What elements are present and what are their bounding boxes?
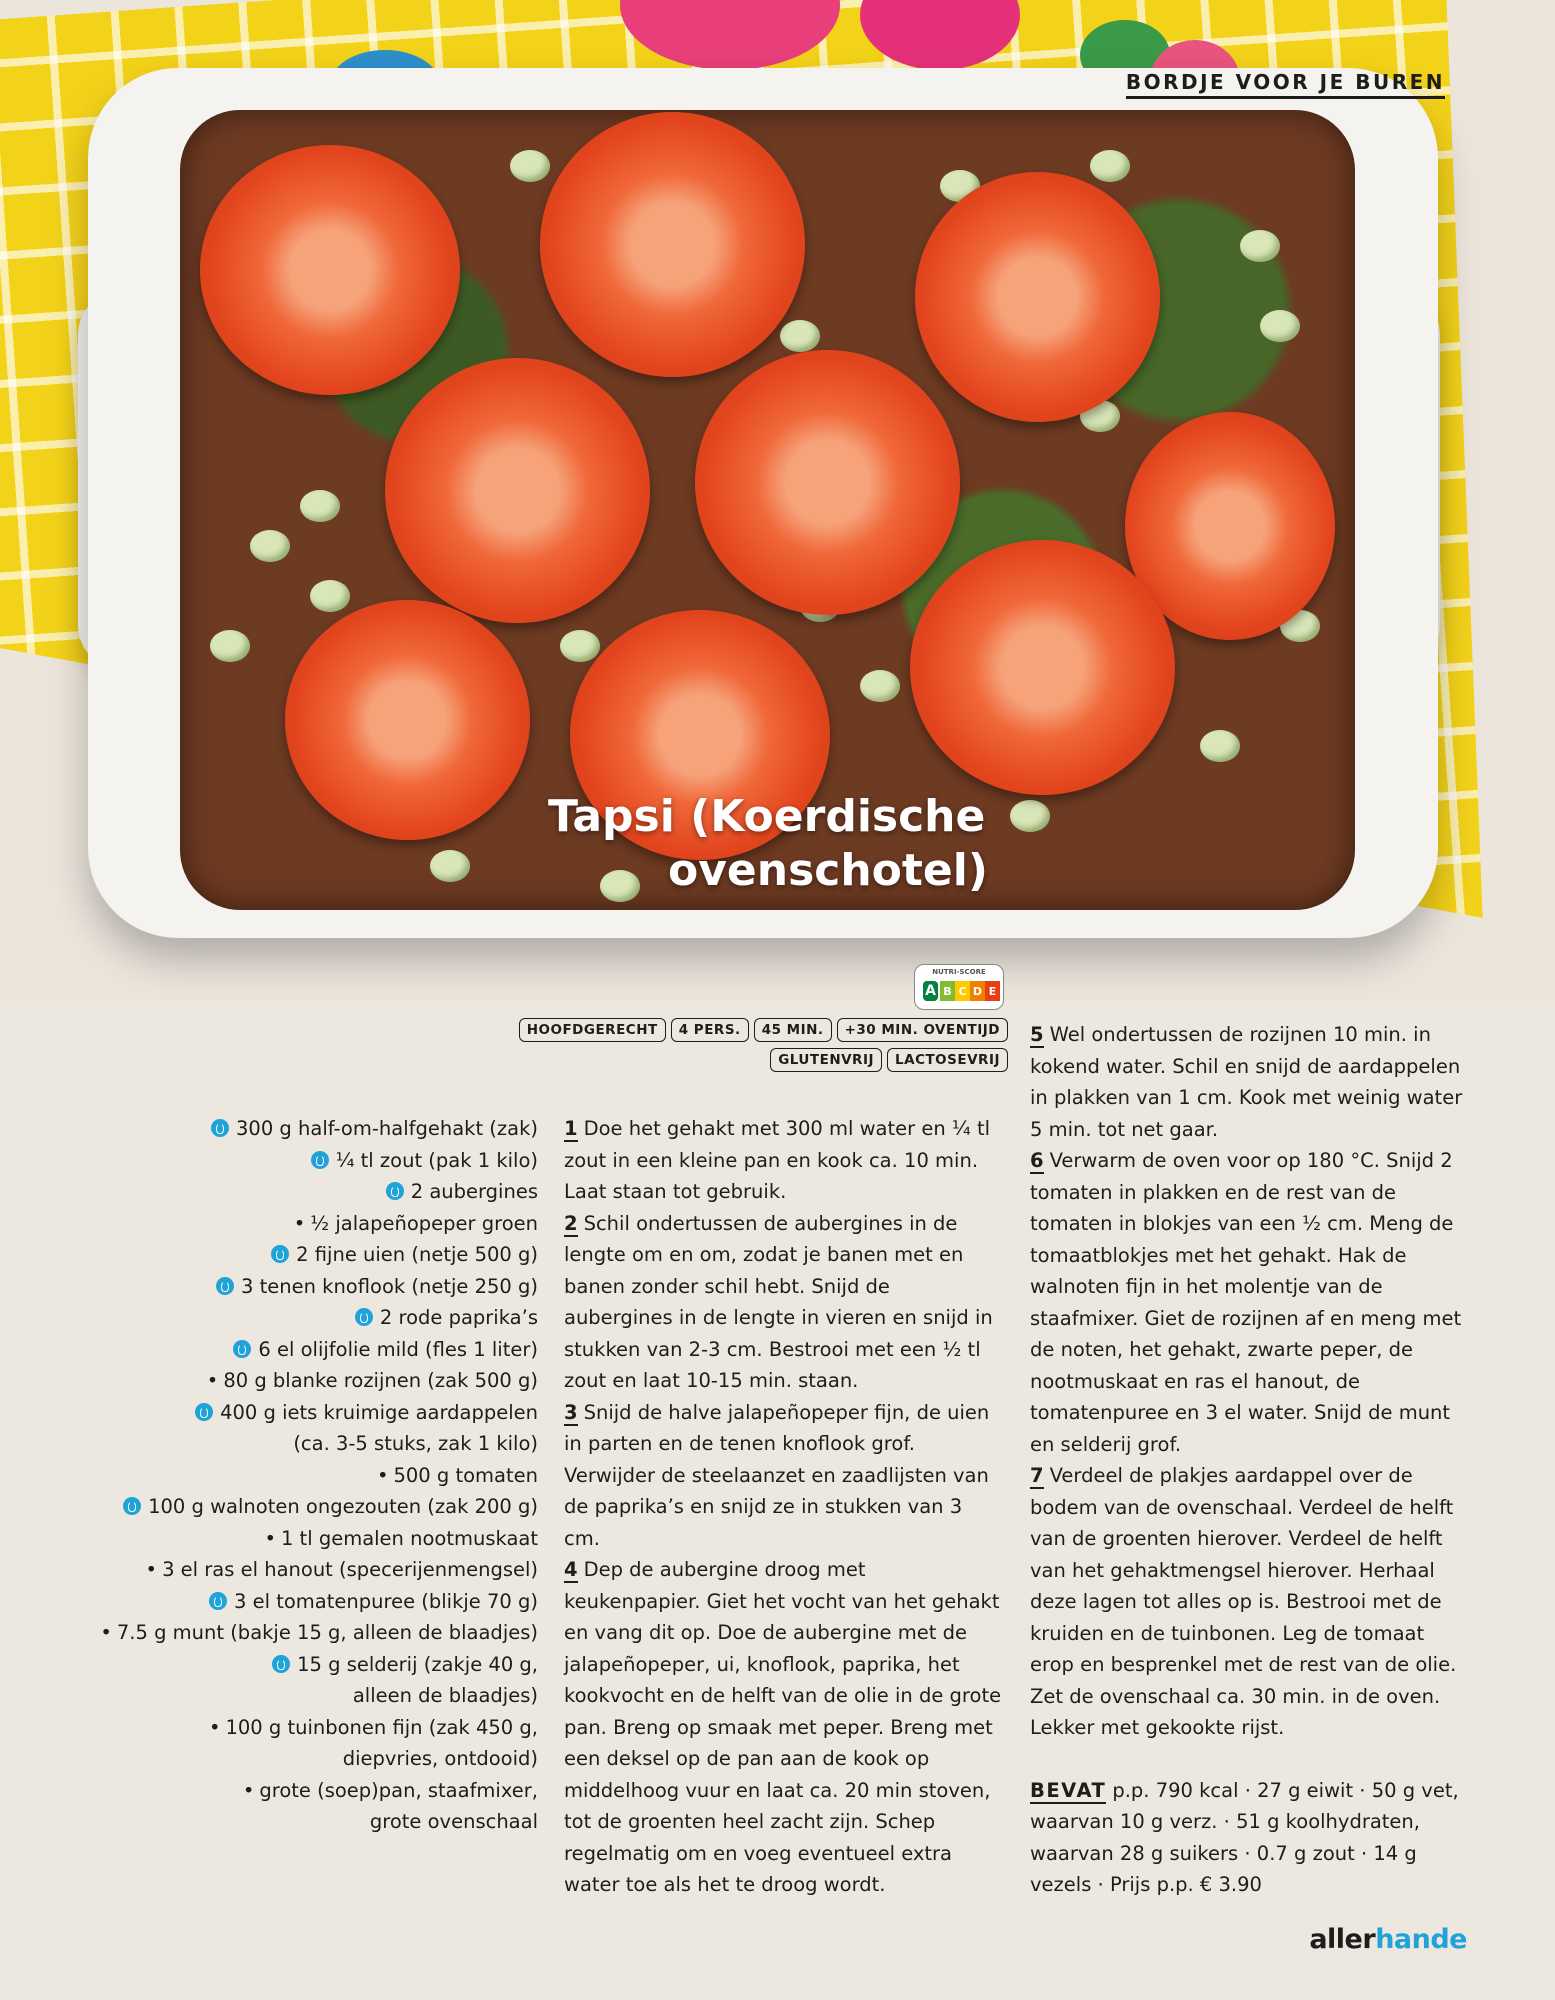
step-text: Verdeel de plakjes aardappel over de bodem van de ovenschaal. Verdeel de helft van de groenten hierover. Verdeel de helft van het gehaktmengsel hierover. Herhaal deze lagen tot alles op is. Bestrooi met de kruiden en de tuinbonen. Leg de tomaat erop en besprenkel met de rest van de olie. Zet de ovenschaal ca. 30 min. in de oven. Lekker met gekookte rijst.: [1030, 1464, 1457, 1739]
recipe-tag: 4 PERS.: [671, 1018, 749, 1042]
nutrition-text: p.p. 790 kcal · 27 g eiwit · 50 g vet, waarvan 10 g verz. · 51 g koolhydraten, waarvan 28 g suikers · 0.7 g zout · 14 g vezels · Prijs p.p. € 3.90: [1030, 1778, 1459, 1896]
tomato-slice: [910, 540, 1175, 795]
bullet-icon: •: [145, 1558, 158, 1581]
ah-product-icon: [272, 1655, 290, 1673]
ingredient-item: [100, 1271, 538, 1303]
step-3: [564, 1397, 1004, 1555]
ingredient-item: [100, 1239, 538, 1271]
bullet-icon: •: [293, 1211, 306, 1235]
ah-product-icon: [209, 1592, 227, 1610]
ingredient-text: 400 g iets kruimige aardappelen: [220, 1400, 538, 1424]
recipe-title-line2: ovenschotel): [668, 845, 988, 896]
bullet-icon: •: [264, 1526, 276, 1550]
ingredient-item: [100, 1586, 538, 1618]
nutri-grade-c: C: [955, 981, 970, 1001]
ingredient-item: [100, 1680, 538, 1712]
ingredient-text: 100 g walnoten ongezouten (zak 200 g): [148, 1495, 538, 1518]
ingredient-item: [100, 1365, 538, 1397]
recipe-tag: +30 MIN. OVENTIJD: [837, 1018, 1008, 1042]
ingredient-item: [100, 1334, 538, 1366]
nutri-score-label: NUTRI-SCORE: [932, 968, 986, 976]
ingredient-text: 300 g half-om-halfgehakt (zak): [236, 1117, 538, 1140]
step-text: Schil ondertussen de aubergines in de lengte om en om, zodat je banen met en banen zonder schil hebt. Snijd de aubergines in de lengte in vieren en snijd in stukken van 2-3 cm. Bestrooi met een ½ tl zout en laat 10-15 min. staan.: [564, 1211, 993, 1392]
ingredient-text: grote ovenschaal: [369, 1810, 538, 1833]
tomato-slice: [200, 145, 460, 395]
ingredient-text: 80 g blanke rozijnen (zak 500 g): [223, 1369, 538, 1392]
ingredient-text: ¼ tl zout (pak 1 kilo): [335, 1148, 538, 1172]
steps-column-2: [1030, 1019, 1470, 1920]
step-7: [1030, 1460, 1470, 1744]
bullet-icon: •: [376, 1463, 389, 1487]
ingredient-item: [100, 1428, 538, 1460]
ah-product-icon: [195, 1403, 213, 1421]
ingredient-text: 500 g tomaten: [393, 1463, 538, 1487]
ah-product-icon: [216, 1277, 234, 1295]
step-number: 5: [1030, 1023, 1044, 1046]
ingredient-text: 15 g selderij (zakje 40 g,: [297, 1652, 538, 1676]
ah-product-icon: [355, 1308, 373, 1326]
ingredient-text: 2 rode paprika’s: [379, 1306, 538, 1329]
tomato-slice: [285, 600, 530, 840]
nutri-grade-d: D: [970, 981, 985, 1001]
step-text: Verwarm de oven voor op 180 °C. Snijd 2 tomaten in plakken en de rest van de tomaten in blokjes van een ½ cm. Meng de tomaatblokjes met het gehakt. Hak de walnoten fijn in het molentje van de staafmixer. Giet de rozijnen af en meng met de noten, het gehakt, zwarte peper, de nootmuskaat en ras el hanout, de tomatenpuree en 3 el water. Snijd de munt en selderij grof.: [1030, 1149, 1462, 1456]
recipe-title: [548, 790, 1008, 898]
recipe-tag: GLUTENVRIJ: [770, 1048, 882, 1072]
ingredient-item: [100, 1554, 538, 1586]
nutrition-label: BEVAT: [1030, 1778, 1107, 1802]
step-text: Snijd de halve jalapeñopeper fijn, de uien in parten en de tenen knoflook grof. Verwijder de steelaanzet en zaadlijsten van de paprika’s en snijd ze in stukken van 3 cm.: [564, 1400, 990, 1550]
ingredient-list: [100, 1113, 538, 1838]
ingredient-item: [100, 1523, 538, 1555]
tomato-slice: [695, 350, 960, 615]
step-6: [1030, 1145, 1470, 1460]
step-number: 6: [1030, 1149, 1044, 1172]
ah-product-icon: [386, 1182, 404, 1200]
ah-product-icon: [211, 1119, 229, 1137]
ingredient-text: 2 aubergines: [410, 1180, 538, 1203]
ingredient-text: 3 el ras el hanout (specerijenmengsel): [162, 1558, 538, 1581]
ingredient-text: 3 tenen knoflook (netje 250 g): [240, 1274, 538, 1298]
recipe-tag: HOOFDGERECHT: [519, 1018, 666, 1042]
ingredient-item: [100, 1617, 538, 1649]
ingredient-text: 3 el tomatenpuree (blikje 70 g): [234, 1589, 538, 1613]
tag-row: [564, 1048, 1008, 1072]
ingredient-text: 100 g tuinbonen fijn (zak 450 g,: [225, 1715, 538, 1739]
nutri-score-grades: [921, 981, 1000, 1003]
ingredient-text: grote (soep)pan, staafmixer,: [259, 1778, 538, 1802]
tomato-slice: [385, 358, 650, 623]
ingredient-item: [100, 1397, 538, 1429]
ingredient-item: [100, 1491, 538, 1523]
recipe-tag: 45 MIN.: [754, 1018, 832, 1042]
ah-product-icon: [233, 1340, 251, 1358]
tag-row: [526, 1018, 1008, 1042]
bullet-icon: •: [100, 1621, 112, 1644]
step-4: [564, 1554, 1004, 1901]
step-number: 2: [564, 1211, 578, 1235]
ingredient-item: [100, 1113, 538, 1145]
nutri-grade-e: E: [985, 981, 1000, 1001]
ingredient-text: (ca. 3-5 stuks, zak 1 kilo): [293, 1432, 538, 1455]
ingredient-item: [100, 1806, 538, 1838]
steps-column-1: [564, 1113, 1004, 1901]
ingredient-text: 6 el olijfolie mild (fles 1 liter): [258, 1337, 538, 1361]
ah-product-icon: [123, 1497, 141, 1515]
ingredient-text: 7.5 g munt (bakje 15 g, alleen de blaadjes): [116, 1621, 538, 1644]
step-text: Wel ondertussen de rozijnen 10 min. in kokend water. Schil en snijd de aardappelen in plakken van 1 cm. Kook met weinig water 5 min. tot net gaar.: [1030, 1023, 1463, 1141]
step-5: [1030, 1019, 1470, 1145]
nutri-grade-a: A: [921, 979, 940, 1003]
nutrition-info: [1030, 1775, 1470, 1901]
ingredient-text: alleen de blaadjes): [352, 1684, 538, 1707]
step-1: [564, 1113, 1004, 1208]
step-number: 1: [564, 1117, 578, 1140]
ingredient-text: diepvries, ontdooid): [342, 1747, 538, 1770]
step-number: 3: [564, 1400, 578, 1424]
recipe-tags: [526, 1018, 1008, 1078]
step-text: Dep de aubergine droog met keukenpapier. Giet het vocht van het gehakt en vang dit op. Doe de aubergine met de jalapeñopeper, ui, knoflook, paprika, het kookvocht en de helft van de olie in de grote pan. Breng op smaak met peper. Breng met een deksel op de pan aan de kook op middelhoog vuur en laat ca. 20 min stoven, tot de groenten heel zacht zijn. Schep regelmatig om en voeg eventueel extra water toe als het te droog wordt.: [564, 1558, 1002, 1896]
ingredient-item: [100, 1460, 538, 1492]
step-number: 7: [1030, 1464, 1044, 1487]
bullet-icon: •: [242, 1778, 255, 1802]
ah-product-icon: [271, 1245, 289, 1263]
brand-logo-part2: hande: [1375, 1924, 1467, 1955]
tomato-slice: [915, 172, 1160, 422]
ingredient-item: [100, 1145, 538, 1177]
recipe-tag: LACTOSEVRIJ: [887, 1048, 1008, 1072]
step-number: 4: [564, 1558, 578, 1581]
ingredient-item: [100, 1775, 538, 1807]
ah-product-icon: [311, 1151, 329, 1169]
ingredient-item: [100, 1743, 538, 1775]
nutri-grade-b: B: [940, 981, 955, 1001]
ingredient-item: [100, 1208, 538, 1240]
recipe-title-line1: Tapsi (Koerdische: [548, 791, 986, 842]
brand-logo-part1: aller: [1309, 1924, 1376, 1955]
ingredient-item: [100, 1176, 538, 1208]
ingredient-text: 2 fijne uien (netje 500 g): [296, 1243, 538, 1266]
step-2: [564, 1208, 1004, 1397]
tomato-slice: [540, 112, 805, 377]
step-text: Doe het gehakt met 300 ml water en ¼ tl zout in een kleine pan en kook ca. 10 min. Laat staan tot gebruik.: [564, 1117, 991, 1203]
ingredient-item: [100, 1649, 538, 1681]
section-heading: BORDJE VOOR JE BUREN: [1126, 70, 1445, 99]
bullet-icon: •: [208, 1715, 221, 1739]
nutri-score-badge: [914, 964, 1004, 1010]
ingredient-text: 1 tl gemalen nootmuskaat: [280, 1526, 538, 1550]
ingredient-item: [100, 1712, 538, 1744]
brand-logo: [1309, 1924, 1467, 1955]
ingredient-item: [100, 1302, 538, 1334]
ingredient-text: ½ jalapeñopeper groen: [310, 1211, 538, 1235]
bullet-icon: •: [206, 1369, 219, 1392]
